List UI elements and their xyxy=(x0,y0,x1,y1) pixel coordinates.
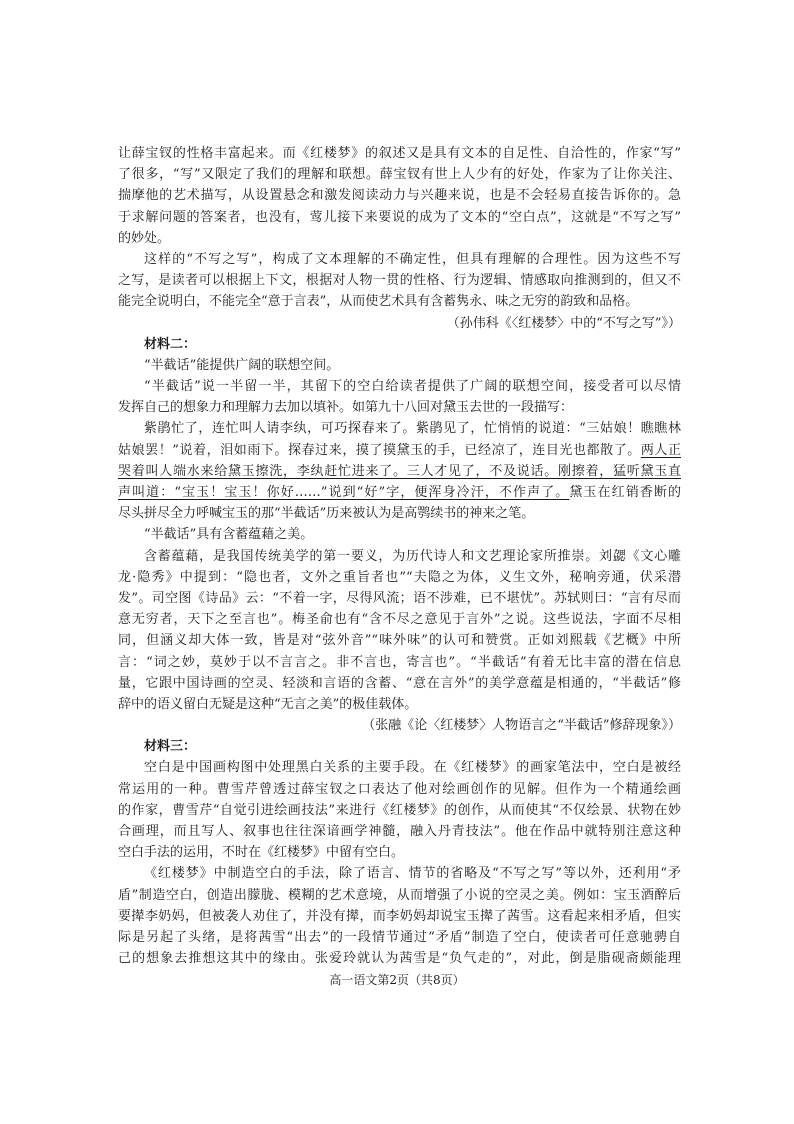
text-line: 空白是中国画构图中处理黑白关系的主要手段。在《红楼梦》的画家笔法中，空白是被经 xyxy=(144,760,681,776)
paragraph xyxy=(118,524,681,545)
text-line: 之写，是读者可以根据上下文，根据对人物一贯的性格、行为逻辑、情感取向推测到的，但又不 xyxy=(118,273,681,289)
paragraph xyxy=(118,757,681,863)
text-line: 了很多，“写”又限定了我们的理解和联想。薛宝钗有世上人少有的好处，作家为了让你关注、 xyxy=(118,167,681,183)
text-line xyxy=(118,440,681,461)
text-line: 辞中的语义留白无疑是这种“无言之美”的极佳载体。 xyxy=(118,696,418,712)
underlined-text: 两人正 xyxy=(640,442,681,458)
text-line: “半截话”说一半留一半，其留下的空白给读者提供了广阔的联想空间，接受者可以尽情 xyxy=(144,379,681,395)
text-line: 言：“词之妙，莫妙于以不言言之。非不言也，寄言也”。“半截话”有着无比丰富的潜在信息 xyxy=(118,654,681,670)
material-heading: 材料二： xyxy=(144,336,197,352)
text-line: 同，但涵义却大体一致，皆是对“弦外音”“味外味”的认可和赞赏。正如刘熙载《艺概》中所 xyxy=(118,633,681,649)
material-section xyxy=(118,736,681,969)
text-line: 意无穷者，天下之至言也”。梅圣俞也有“含不尽之意见于言外”之说。这些说法，字面不尽相 xyxy=(118,612,681,628)
text-line xyxy=(118,461,681,482)
text-line: 量，它跟中国诗画的空灵、轻淡和言语的含蓄、“意在言外”的美学意蕴是相通的，“半截话”修 xyxy=(118,675,681,691)
page-footer: 高一语文第2页（共8页） xyxy=(329,973,465,987)
paragraph xyxy=(118,546,681,716)
material-section xyxy=(118,143,681,334)
text-line: 己的想象去推想这其中的缘由。张爱玲就认为茜雪是“负气走的”，对此，倒是脂砚斋颇能理 xyxy=(118,951,681,967)
text-segment: 姑娘罢！”说着，泪如雨下。探春过来，摸了摸黛玉的手，已经凉了，连目光也都散了。 xyxy=(118,442,641,458)
underlined-text: 哭着叫人端水来给黛玉擦洗，李纨赶忙进来了。三人才见了，不及说话。刚擦着，猛听黛玉直 xyxy=(118,463,681,479)
text-line: 际是另起了头绪，是将茜雪“出去”的一段情节通过“矛盾”制造了空白，使读者可任意驰骋自 xyxy=(118,929,681,945)
text-line: 要撵李奶妈，但被袭人劝住了，并没有撵，而李奶妈却说宝玉撵了茜雪。这看起来相矛盾，但实 xyxy=(118,908,681,924)
text-segment: 黛玉在红销香断的 xyxy=(569,485,681,500)
text-line: 尽头拼尽全力呼喊宝玉的那“半截话”历来被认为是高鹗续书的神来之笔。 xyxy=(118,506,535,522)
paragraph xyxy=(118,418,681,524)
text-line: 能完全说明白，不能完全“意于言表”，从而使艺术具有含蓄隽永、味之无穷的韵致和品格。 xyxy=(118,294,639,310)
source-citation: （孙伟科《〈红楼梦〉中的“不写之写”》） xyxy=(446,315,681,331)
text-line: 盾”制造空白，创造出朦胧、模糊的艺术意境，从而增强了小说的空灵之美。例如：宝玉酒醉后 xyxy=(118,887,681,903)
material-section xyxy=(118,334,681,737)
text-line: 合画理，而且写人、叙事也往往深谙画学神髓，融入丹青技法”。他在作品中就特别注意这种 xyxy=(118,824,681,839)
text-line: 发”。司空图《诗品》云：“不着一字，尽得风流；语不涉难，已不堪忧”。苏轼则曰：“言有尽而 xyxy=(118,590,681,606)
source-citation: （张融《论〈红楼梦〉人物语言之“半截话”修辞现象》） xyxy=(362,718,681,734)
paragraph xyxy=(118,376,681,418)
text-line xyxy=(118,482,681,503)
text-line: 常运用的一种。曹雪芹曾透过薛宝钗之口表达了他对绘画创作的见解。但作为一个精通绘画 xyxy=(118,781,681,797)
text-line: 的作家，曹雪芹“自觉引进绘画技法”来进行《红楼梦》的创作，从而使其“不仅绘景、状物在妙 xyxy=(118,802,681,818)
text-line: 空白手法的运用，不时在《红楼梦》中留有空白。 xyxy=(118,845,405,861)
document-body xyxy=(118,143,681,969)
text-line: 含蓄蕴藉，是我国传统美学的第一要义，为历代诗人和文艺理论家所推崇。刘勰《文心雕 xyxy=(144,548,681,564)
text-line: 发挥自己的想象力和理解力去加以填补。如第九十八回对黛玉去世的一段描写： xyxy=(118,400,574,416)
text-line: 的妙处。 xyxy=(118,230,171,246)
underlined-text: 声叫道：“宝玉！宝玉！你好……”说到“好”字，便浑身冷汗，不作声了。 xyxy=(118,485,570,500)
text-line: “半截话”具有含蓄蕴藉之美。 xyxy=(144,527,314,543)
text-line: 龙·隐秀》中提到：“隐也者，文外之重旨者也”“夫隐之为体，义生文外，秘响旁通，伏采潜 xyxy=(118,569,681,585)
text-line: 于求解问题的答案者，也没有，莺儿接下来要说的成为了文本的“空白点”，这就是“不写之写” xyxy=(118,209,681,225)
paragraph xyxy=(118,863,681,969)
material-heading: 材料三： xyxy=(144,739,197,755)
text-line: 揣摩他的艺术描写，从设置悬念和激发阅读动力与兴趣来说，也是不会轻易直接告诉你的。急 xyxy=(118,188,681,204)
text-line: 紫鹃忙了，连忙叫人请李纨，可巧探春来了。紫鹃见了，忙悄悄的说道：“三姑娘！瞧瞧林 xyxy=(144,421,681,437)
text-line: 这样的“不写之写”，构成了文本理解的不确定性，但具有理解的合理性。因为这些不写 xyxy=(144,251,681,267)
paragraph xyxy=(118,355,681,376)
text-line: “半截话”能提供广阔的联想空间。 xyxy=(144,357,340,373)
text-line: 让薛宝钗的性格丰富起来。而《红楼梦》的叙述又是具有文本的自足性、自洽性的，作家“写” xyxy=(118,146,681,161)
text-line: 《红楼梦》中制造空白的手法，除了语言、情节的省略及“不写之写”等以外，还利用“矛 xyxy=(144,866,681,882)
paragraph xyxy=(118,249,681,313)
paragraph xyxy=(118,143,681,249)
